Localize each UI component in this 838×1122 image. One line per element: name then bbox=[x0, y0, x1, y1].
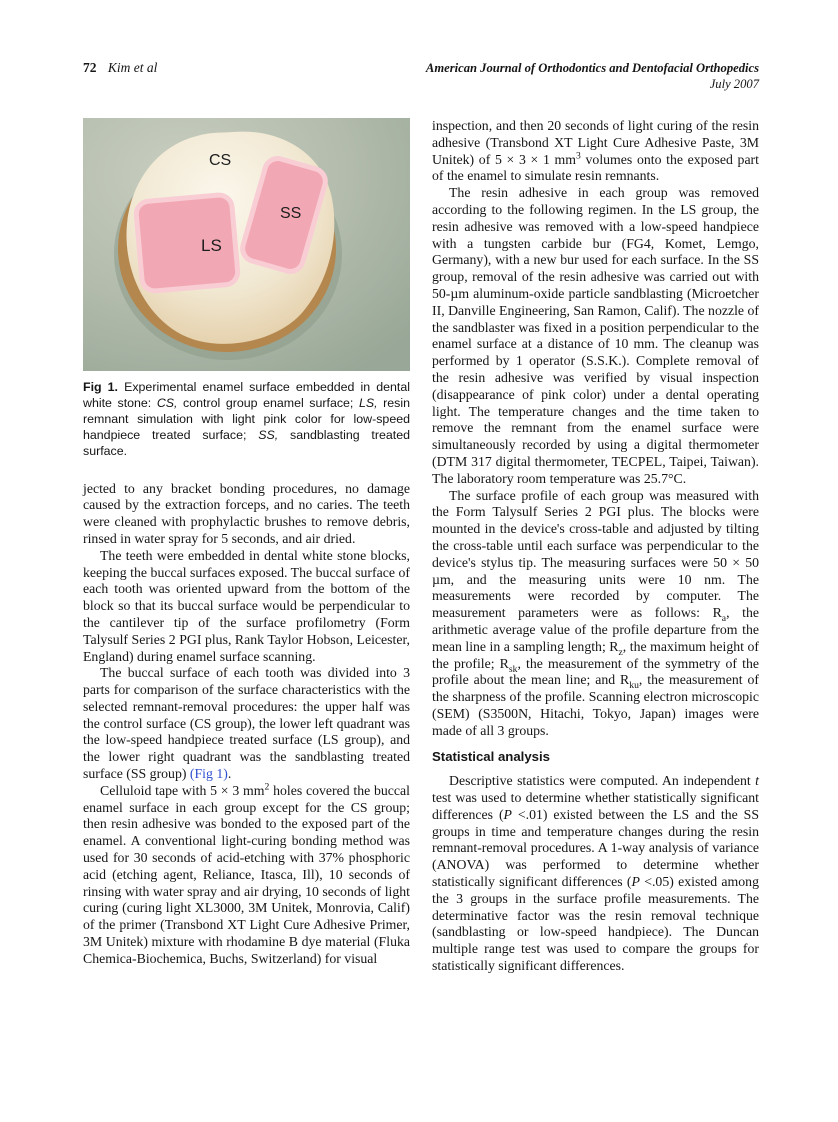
text-run: <.05) existed among the 3 groups in the surface profile measurements. The determinative factor was the resin removal technique (sandblasting or low-speed handpiece). The Duncan multiple range test was used to compare the groups for statistically significant differences. bbox=[432, 874, 759, 974]
text-run: , the maximum height of the profile; R bbox=[432, 638, 760, 671]
figure-1-caption bbox=[83, 380, 410, 460]
text-run: sk bbox=[508, 663, 518, 675]
text-run: The teeth were embedded in dental white stone blocks, keeping the buccal surfaces exposed. The buccal surface of each tooth was oriented upward from the bottom of the block so that its buccal surface would be perpendicular to the cantilever tip of the surface profilometry (Form Talysulf Series 2 PGI plus, Rank Taylor Hobson, Leicester, England) during enamel surface scanning. bbox=[83, 547, 410, 664]
running-head-left bbox=[83, 60, 157, 76]
body-paragraph bbox=[432, 773, 759, 975]
text-run: The buccal surface of each tooth was divided into 3 parts for comparison of the surface characteristics with the selected remnant-removal procedures: the upper half was the control surface (CS group), the lower left quadrant was the low-speed handpiece treated surface (LS group), and the lower right quadrant was the sandblasting treated surface (SS group) bbox=[83, 665, 410, 782]
text-run: control group enamel surface; bbox=[177, 395, 359, 410]
label-ls: LS bbox=[201, 236, 222, 255]
ls-resin-patch bbox=[135, 194, 238, 292]
text-run: 3 bbox=[576, 150, 581, 161]
text-run: volumes onto the exposed part of the enamel to simulate resin remnants. bbox=[432, 151, 759, 184]
body-paragraph bbox=[83, 783, 410, 968]
text-run: CS, bbox=[156, 395, 178, 410]
text-run: t bbox=[755, 773, 759, 789]
text-run: resin remnant simulation with light pink color for low-speed handpiece treated surface; bbox=[83, 395, 410, 442]
running-head bbox=[83, 60, 759, 92]
right-column bbox=[432, 118, 759, 975]
text-run: LS, bbox=[358, 395, 378, 410]
text-run: Fig 1. bbox=[83, 380, 118, 394]
text-run: holes covered the buccal enamel surface in each group except for the CS group; then resin adhesive was bonded to the exposed part of the enamel. A conventional light-curing bonding method was used for 30 seconds of acid-etching with 37% phosphoric acid (etching agent, Reliance, Itasca, Ill), 10 seconds of rinsing with water spray and air drying, 10 seconds of light curing (curing light XL3000, 3M Unitek, Monrovia, Calif) of the primer (Transbond XT Light Cure Adhesive Primer, 3M Unitek) mixture with rhodamine B dye material (Fluka Chemica-Biochemica, Buchs, Switzerland) for visual bbox=[83, 782, 410, 966]
text-run: a bbox=[721, 612, 727, 624]
text-run: test was used to determine whether statistically significant differences ( bbox=[432, 790, 759, 822]
two-column-body bbox=[83, 118, 759, 975]
text-run: <.01) existed between the LS and the SS groups in time and temperature changes during the resin remnant-removal procedures. A 1-way analysis of variance (ANOVA) was performed to determine whether statistically significant differences ( bbox=[432, 806, 760, 890]
text-run: SS, bbox=[258, 427, 279, 442]
body-paragraph bbox=[432, 488, 759, 740]
body-paragraph bbox=[432, 118, 759, 185]
label-ss: SS bbox=[280, 205, 302, 222]
body-paragraph bbox=[432, 185, 759, 487]
text-run: . bbox=[227, 766, 232, 782]
body-paragraph bbox=[83, 548, 410, 666]
running-head-right bbox=[426, 60, 759, 92]
left-column bbox=[83, 118, 410, 975]
journal-page bbox=[83, 60, 759, 975]
issue-date: July 2007 bbox=[709, 77, 759, 91]
text-run: ku bbox=[629, 680, 639, 692]
text-run: The surface profile of each group was measured with the Form Talysulf Series 2 PGI plus. The blocks were mounted in the device's cross-table and adjusted by tilting the cross-table until each surface was perpendicular to the device's stylus tip. The measuring surfaces were 50 × 50 µm, and the measuring units were 10 nm. The measurements were recorded by computer. The measurement parameters were as follows: R bbox=[432, 487, 759, 621]
text-run: 2 bbox=[264, 781, 270, 793]
text-run: Descriptive statistics were computed. An independent bbox=[449, 773, 756, 789]
figure-1 bbox=[83, 118, 410, 460]
section-heading-statistical-analysis: Statistical analysis bbox=[432, 749, 551, 765]
body-paragraph bbox=[83, 665, 410, 783]
text-run: , the arithmetic average value of the profile departure from the mean line in a sampling length; R bbox=[432, 605, 759, 654]
fig-1-link[interactable]: (Fig 1) bbox=[189, 766, 228, 782]
journal-title: American Journal of Orthodontics and Dentofacial Orthopedics bbox=[425, 61, 759, 75]
text-run: Experimental enamel surface embedded in dental white stone: bbox=[83, 380, 411, 410]
label-cs: CS bbox=[209, 152, 232, 169]
text-run: , the measurement of the symmetry of the profile about the mean line; and R bbox=[432, 655, 759, 688]
text-run: P bbox=[503, 806, 512, 822]
text-run: jected to any bracket bonding procedures, no damage caused by the extraction forceps, and no caries. The teeth were cleaned with prophylactic brushes to remove debris, rinsed in water spray for 5 seconds, and air dried. bbox=[83, 480, 410, 546]
text-run: P bbox=[631, 874, 640, 890]
running-head-authors: Kim et al bbox=[107, 60, 158, 75]
page-number: 72 bbox=[83, 60, 97, 75]
text-run: z bbox=[618, 646, 623, 658]
body-paragraph bbox=[83, 481, 410, 548]
text-run: inspection, and then 20 seconds of light curing of the resin adhesive (Transbond XT Light Cure Adhesive Paste, 3M Unitek) of 5 × 3 × 1 mm bbox=[432, 118, 759, 167]
text-run: Celluloid tape with 5 × 3 mm bbox=[100, 782, 265, 798]
figure-1-photo bbox=[83, 118, 410, 371]
text-run: The resin adhesive in each group was removed according to the following regimen. In the LS group, the resin adhesive was removed with a low-speed handpiece with a tungsten carbide bur (FG4, Komet, Lemgo, Germany), with a new bur used for each surface. In the SS group, removal of the resin adhesive was carried out with 50-µm aluminum-oxide particle sandblasting (Microetcher II, Danville Engineering, San Ramon, Calif). The nozzle of the sandblaster was fixed in a position perpendicular to the enamel surface at a distance of 10 mm. The cleanup was performed by 1 operator (S.S.K.). Complete removal of the resin adhesive was verified by visual inspection (disappearance of pink color) under a dental operating light. The temperature changes and the time taken to remove the remnant from the enamel surface were simultaneously recorded by using a digital thermometer (DTM 317 digital thermometer, TECPEL, Taipei, Taiwan). The laboratory room temperature was 25.7°C. bbox=[432, 185, 759, 486]
text-run: , the measurement of the sharpness of the profile. Scanning electron microscopic (SEM) (S3500N, Hitachi, Tokyo, Japan) images were made of all 3 groups. bbox=[432, 672, 759, 738]
text-run: sandblasting treated surface. bbox=[83, 427, 410, 458]
